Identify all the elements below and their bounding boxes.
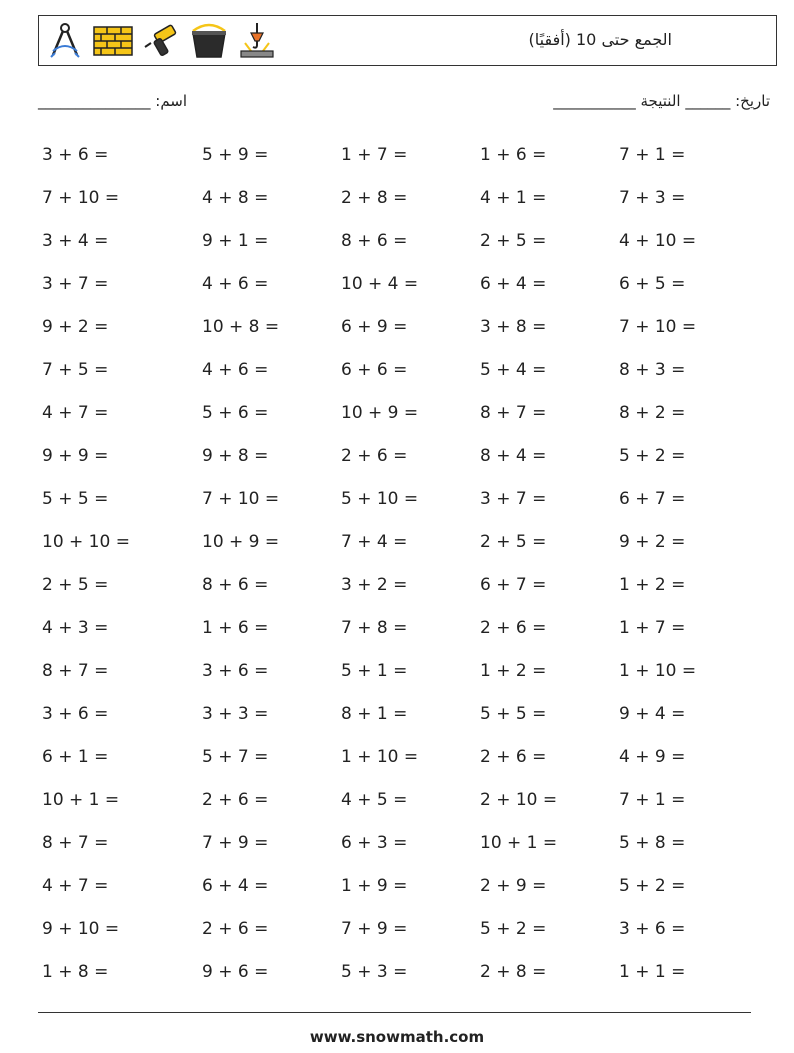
problem-item: 5 + 5 = [480,704,547,724]
problem-row [42,262,762,305]
problem-item: 5 + 8 = [619,833,686,853]
problem-item: 2 + 9 = [480,876,547,896]
problem-row [42,907,762,950]
problem-item: 6 + 5 = [619,274,686,294]
problem-item: 10 + 4 = [341,274,419,294]
problem-item: 10 + 9 = [341,403,419,423]
problem-item: 8 + 1 = [341,704,408,724]
problem-item: 3 + 7 = [42,274,109,294]
problem-item: 6 + 4 = [202,876,269,896]
problem-item: 1 + 10 = [341,747,419,767]
problem-row [42,133,762,176]
problem-item: 7 + 5 = [42,360,109,380]
bucket-icon [189,21,229,61]
problem-item: 6 + 9 = [341,317,408,337]
problem-item: 5 + 7 = [202,747,269,767]
problem-item: 1 + 6 = [480,145,547,165]
problem-row [42,950,762,993]
crane-hook-icon [237,21,277,61]
problem-item: 7 + 10 = [42,188,120,208]
problem-item: 10 + 8 = [202,317,280,337]
problem-item: 8 + 7 = [42,661,109,681]
name-field: اسم: _______________ [38,92,188,110]
header-icons [45,21,277,61]
problem-item: 10 + 1 = [480,833,558,853]
problem-item: 8 + 7 = [480,403,547,423]
problem-item: 7 + 1 = [619,790,686,810]
problem-item: 10 + 1 = [42,790,120,810]
problem-item: 3 + 8 = [480,317,547,337]
problem-item: 2 + 6 = [480,747,547,767]
problem-item: 4 + 8 = [202,188,269,208]
problem-item: 9 + 4 = [619,704,686,724]
problem-row [42,434,762,477]
problem-item: 8 + 2 = [619,403,686,423]
problem-item: 1 + 9 = [341,876,408,896]
problem-row [42,348,762,391]
problem-item: 9 + 6 = [202,962,269,982]
problem-item: 3 + 3 = [202,704,269,724]
worksheet-header [38,15,777,66]
problem-item: 7 + 1 = [619,145,686,165]
problem-item: 1 + 8 = [42,962,109,982]
problem-item: 9 + 2 = [42,317,109,337]
problem-item: 7 + 8 = [341,618,408,638]
problem-item: 7 + 4 = [341,532,408,552]
problem-item: 6 + 7 = [619,489,686,509]
problem-item: 9 + 8 = [202,446,269,466]
footer-url: www.snowmath.com [309,1028,485,1046]
problem-item: 7 + 10 = [619,317,697,337]
problem-item: 7 + 10 = [202,489,280,509]
problem-item: 9 + 9 = [42,446,109,466]
problem-item: 1 + 2 = [480,661,547,681]
problem-item: 2 + 8 = [341,188,408,208]
problem-item: 4 + 6 = [202,360,269,380]
problem-item: 2 + 5 = [480,532,547,552]
problem-row [42,649,762,692]
problem-item: 5 + 2 = [619,876,686,896]
problem-item: 4 + 7 = [42,403,109,423]
problem-item: 5 + 1 = [341,661,408,681]
problem-row [42,821,762,864]
problem-item: 9 + 1 = [202,231,269,251]
footer-divider [38,1012,751,1013]
problem-item: 2 + 10 = [480,790,558,810]
problem-item: 5 + 3 = [341,962,408,982]
problem-item: 9 + 10 = [42,919,120,939]
problem-item: 5 + 5 = [42,489,109,509]
problem-row [42,692,762,735]
problem-item: 2 + 6 = [202,919,269,939]
problem-row [42,305,762,348]
problem-item: 6 + 6 = [341,360,408,380]
compass-icon [45,21,85,61]
problem-item: 8 + 6 = [202,575,269,595]
problem-item: 5 + 4 = [480,360,547,380]
problem-item: 2 + 6 = [480,618,547,638]
problem-item: 3 + 6 = [202,661,269,681]
problem-item: 8 + 4 = [480,446,547,466]
problem-item: 6 + 7 = [480,575,547,595]
problem-item: 5 + 2 = [619,446,686,466]
problem-item: 3 + 6 = [42,145,109,165]
problem-item: 9 + 2 = [619,532,686,552]
worksheet-title: الجمع حتى 10 (أفقيًا) [528,30,672,49]
problem-item: 3 + 2 = [341,575,408,595]
problem-item: 1 + 6 = [202,618,269,638]
problem-item: 3 + 6 = [619,919,686,939]
problem-item: 8 + 7 = [42,833,109,853]
problem-item: 2 + 5 = [42,575,109,595]
problem-row [42,477,762,520]
problem-row [42,563,762,606]
problem-item: 6 + 3 = [341,833,408,853]
problem-item: 1 + 10 = [619,661,697,681]
problem-item: 4 + 3 = [42,618,109,638]
problem-item: 4 + 6 = [202,274,269,294]
problem-item: 2 + 8 = [480,962,547,982]
problem-row [42,520,762,563]
problem-item: 2 + 6 = [341,446,408,466]
problem-item: 1 + 2 = [619,575,686,595]
problem-item: 8 + 6 = [341,231,408,251]
problem-item: 8 + 3 = [619,360,686,380]
problem-item: 3 + 4 = [42,231,109,251]
problem-row [42,864,762,907]
problem-item: 4 + 9 = [619,747,686,767]
problem-item: 7 + 9 = [341,919,408,939]
date-score-field: تاريخ: ______ النتيجة ___________ [553,92,770,110]
problem-row [42,735,762,778]
problem-item: 3 + 7 = [480,489,547,509]
problem-item: 4 + 7 = [42,876,109,896]
problem-row [42,219,762,262]
problem-item: 6 + 1 = [42,747,109,767]
problem-item: 5 + 2 = [480,919,547,939]
problem-row [42,391,762,434]
problem-item: 2 + 6 = [202,790,269,810]
problem-item: 2 + 5 = [480,231,547,251]
problem-row [42,778,762,821]
problem-item: 6 + 4 = [480,274,547,294]
problem-item: 10 + 9 = [202,532,280,552]
problem-item: 3 + 6 = [42,704,109,724]
problem-item: 7 + 9 = [202,833,269,853]
problem-item: 5 + 6 = [202,403,269,423]
problem-item: 1 + 1 = [619,962,686,982]
problem-row [42,176,762,219]
problem-item: 4 + 1 = [480,188,547,208]
drill-icon [141,21,181,61]
problem-item: 5 + 9 = [202,145,269,165]
problem-item: 4 + 5 = [341,790,408,810]
problem-item: 7 + 3 = [619,188,686,208]
problem-item: 1 + 7 = [619,618,686,638]
problem-item: 4 + 10 = [619,231,697,251]
problem-row [42,606,762,649]
problem-item: 1 + 7 = [341,145,408,165]
problem-item: 10 + 10 = [42,532,130,552]
brick-wall-icon [93,21,133,61]
problem-item: 5 + 10 = [341,489,419,509]
